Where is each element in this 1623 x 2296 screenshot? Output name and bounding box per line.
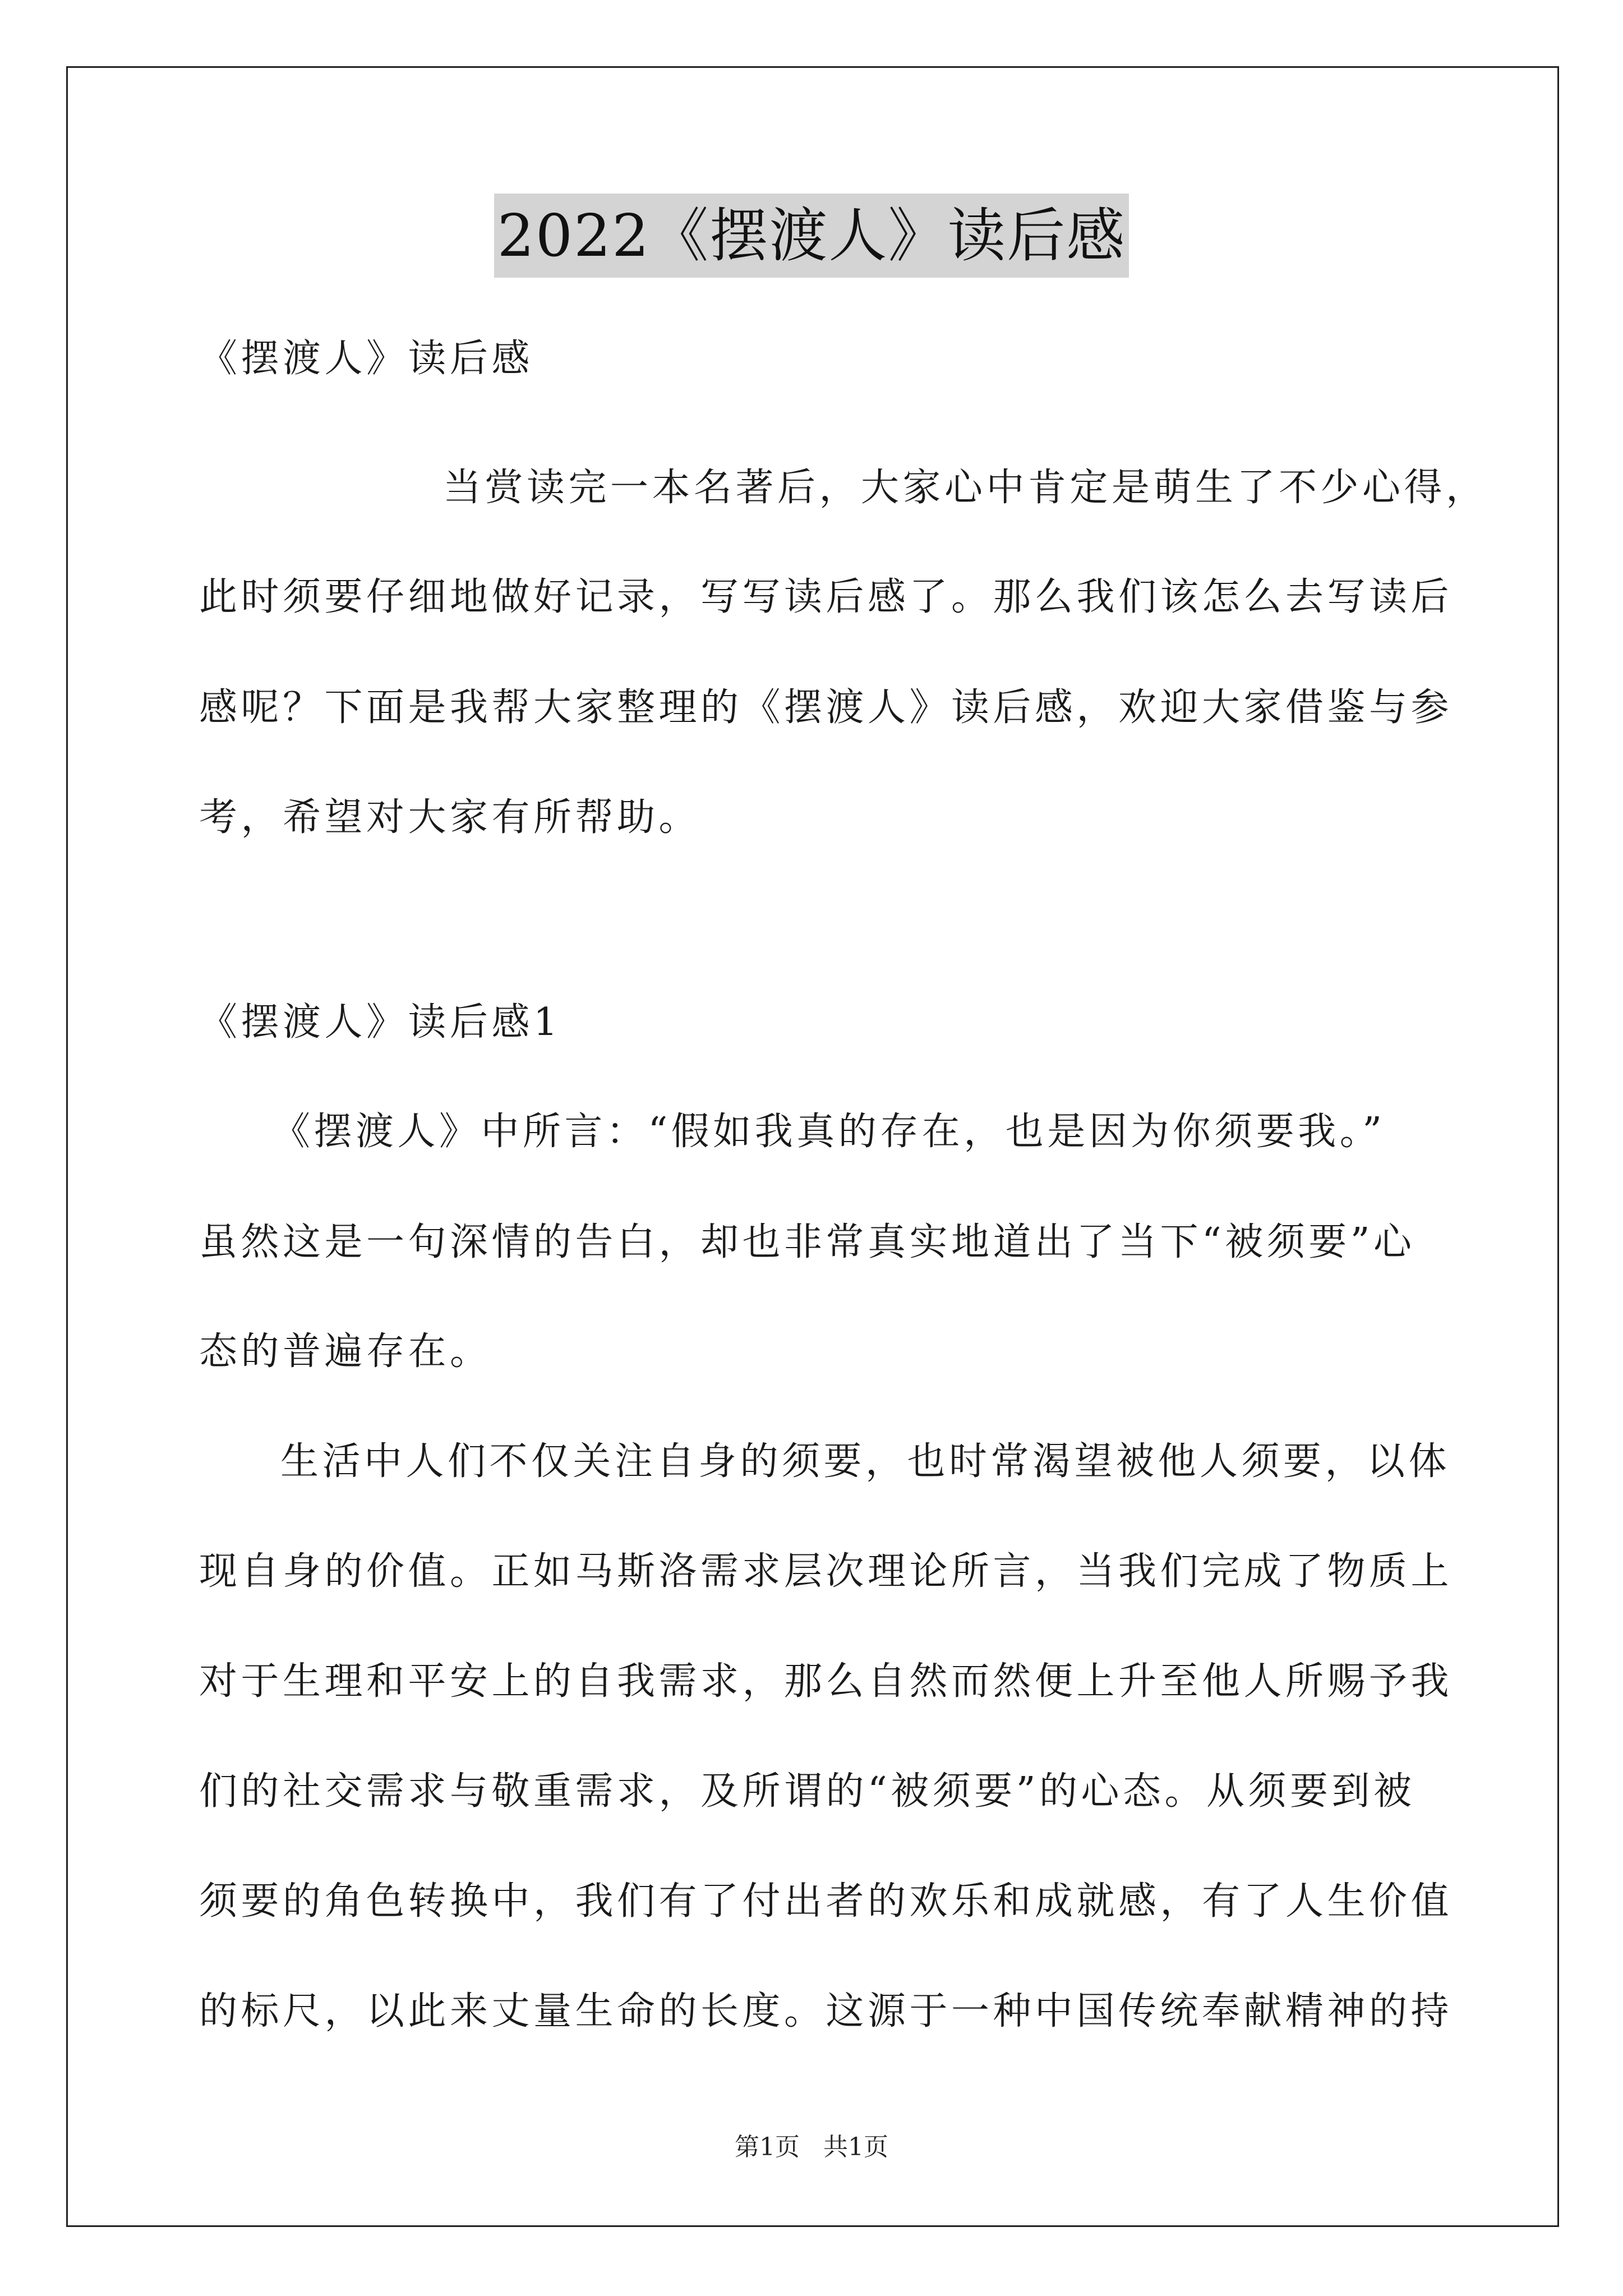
document-title: 2022《摆渡人》读后感: [494, 194, 1129, 278]
body-line: 的标尺，以此来丈量生命的长度。这源于一种中国传统奉献精神的持: [199, 1989, 1453, 2033]
title-container: [0, 194, 1623, 278]
page-total: 共1页: [823, 2133, 888, 2161]
body-line: 感呢？下面是我帮大家整理的《摆渡人》读后感，欢迎大家借鉴与参: [199, 685, 1453, 730]
subtitle: 《摆渡人》读后感: [199, 337, 534, 381]
body-line: 当赏读完一本名著后，大家心中肯定是萌生了不少心得，: [443, 466, 1488, 510]
page-number: 第1页: [735, 2133, 800, 2161]
body-line: 对于生理和平安上的自我需求，那么自然而然便上升至他人所赐予我: [199, 1659, 1453, 1704]
section-heading: 《摆渡人》读后感1: [199, 1000, 561, 1045]
body-line: 态的普遍存在。: [199, 1329, 492, 1374]
body-line: 虽然这是一句深情的告白，却也非常真实地道出了当下“被须要”心: [199, 1220, 1415, 1264]
body-line: 们的社交需求与敬重需求，及所谓的“被须要”的心态。从须要到被: [199, 1769, 1415, 1814]
body-line: 须要的角色转换中，我们有了付出者的欢乐和成就感，有了人生价值: [199, 1879, 1453, 1924]
body-line: 此时须要仔细地做好记录，写写读后感了。那么我们该怎么去写读后: [199, 575, 1453, 619]
body-line: 考，希望对大家有所帮助。: [199, 795, 701, 840]
body-line: 《摆渡人》中所言：“假如我真的存在，也是因为你须要我。”: [272, 1110, 1386, 1154]
page-footer: [0, 2131, 1623, 2164]
body-line: 现自身的价值。正如马斯洛需求层次理论所言，当我们完成了物质上: [199, 1549, 1453, 1594]
body-line: 生活中人们不仅关注自身的须要，也时常渴望被他人须要，以体: [280, 1439, 1451, 1484]
